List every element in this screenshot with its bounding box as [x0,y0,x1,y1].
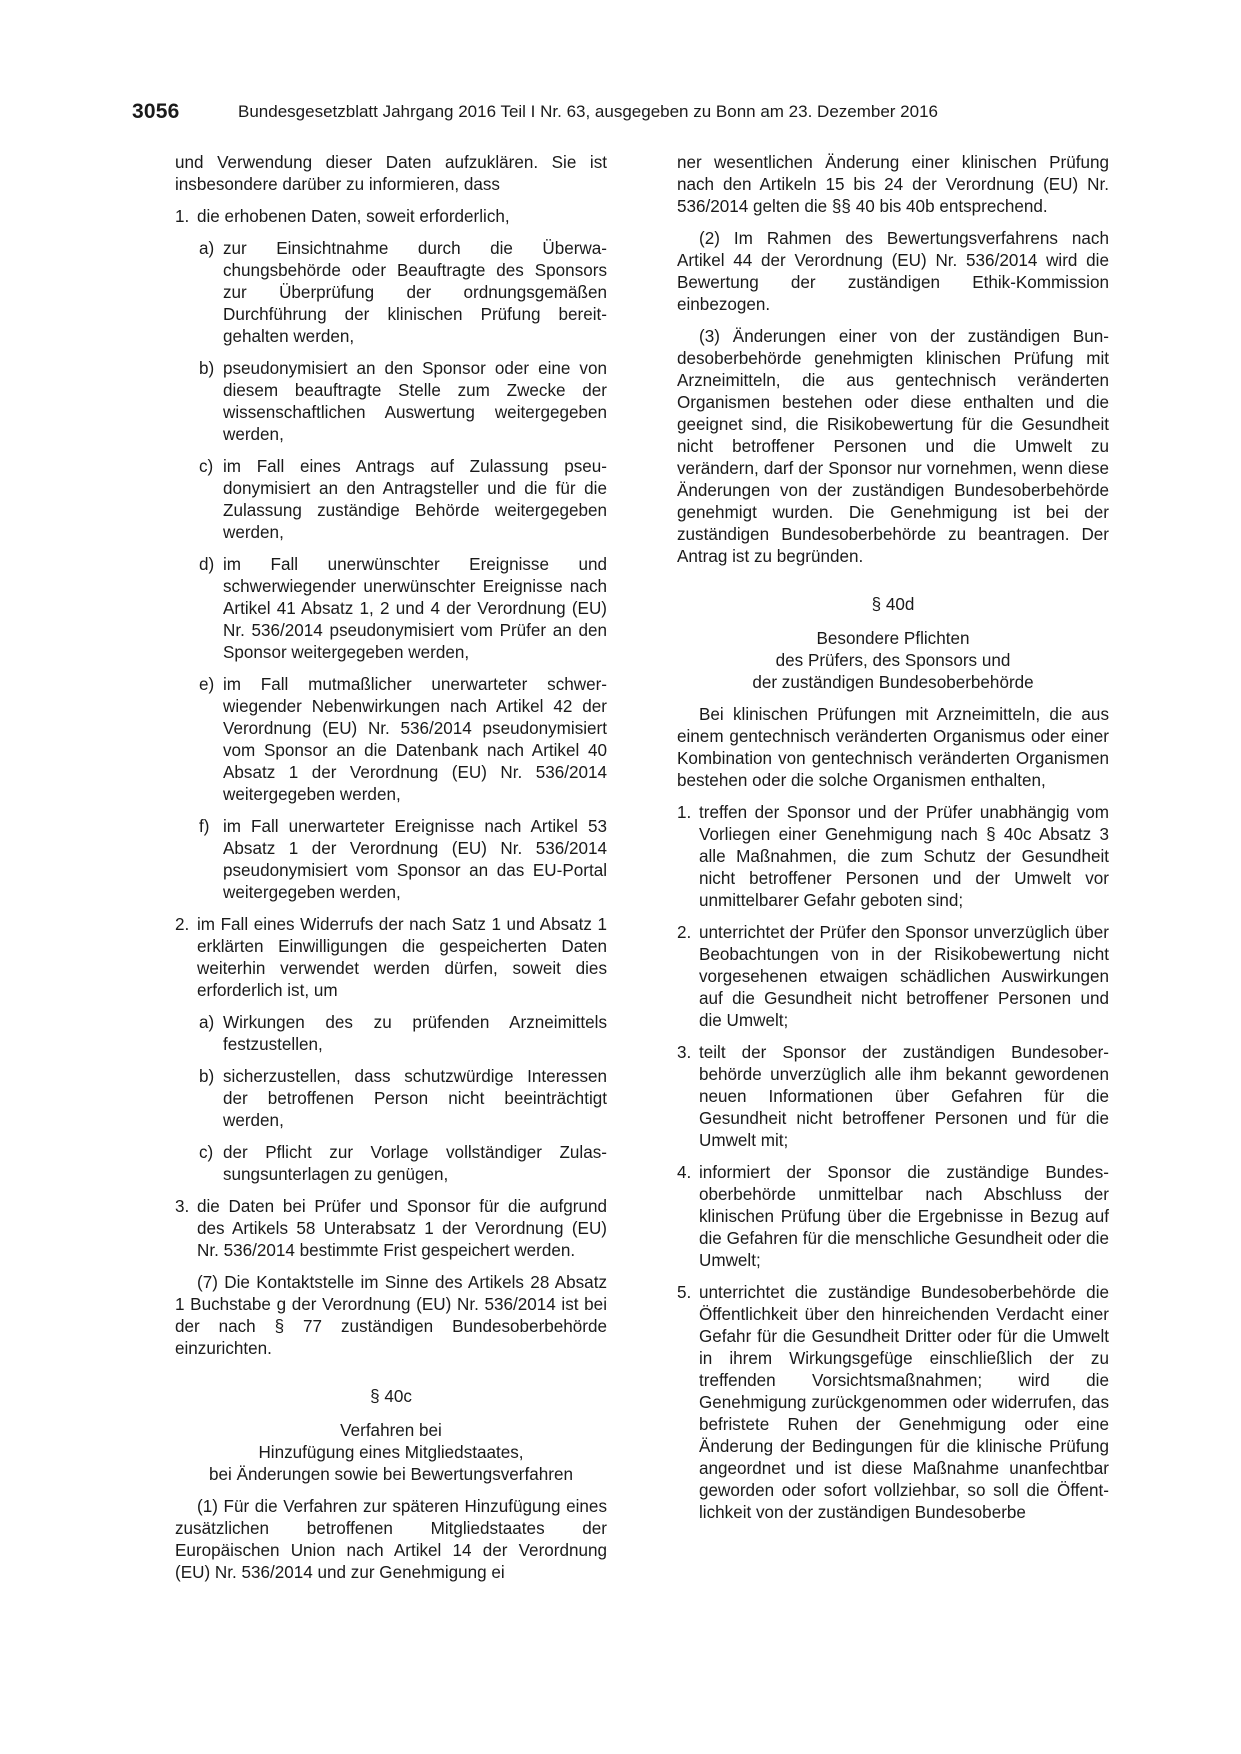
list-marker: 2. [677,923,692,942]
list-item-40d-5 [677,1282,1109,1524]
sub-item-1f [175,816,607,904]
sub-item-2c [175,1142,607,1186]
sub-item-1b [175,358,607,446]
paragraph-40c-1-continued: ner wesentlichen Änderung einer klinischen Prüfung nach den Artikeln 15 bis 24 der Verordnung (EU) Nr. 536/2014 gelten die §§ 40 bis 40b entsprechend. [677,153,1109,216]
list-item-text: treffen der Sponsor und der Prüfer unabhängig vom Vorliegen einer Genehmigung nach § 40c Absatz 3 alle Maßnahmen, die zum Schutz der Gesundheit nicht betroffener Personen und der Umwelt vor unmittelbarer Gefahr geboten sind; [699,803,1109,910]
sub-item-text: im Fall unerwünschter Ereignisse und schwerwiegender unerwünschter Ereignisse nach Artikel 41 Absatz 1, 2 und 4 der Verordnung (EU) Nr. 536/2014 pseudonymisiert vom Prüfer an den Sponsor weitergegeben werden, [223,555,607,662]
sub-marker: b) [199,359,215,378]
section-title-line: Besondere Pflichten [816,629,970,648]
section-title-line: bei Änderungen sowie bei Bewertungsverfahren [209,1465,573,1484]
sub-marker: c) [199,1143,214,1162]
sub-item-2b [175,1066,607,1132]
sub-marker: e) [199,675,215,694]
list-item-40d-3 [677,1042,1109,1152]
page-number: 3056 [132,100,180,123]
list-marker: 3. [677,1043,692,1062]
list-item-text: die Daten bei Prüfer und Sponsor für die aufgrund des Artikels 58 Unterabsatz 1 der Verordnung (EU) Nr. 536/2014 bestimmte Frist gespeichert werden. [197,1197,607,1260]
sub-item-text: der Pflicht zur Vorlage vollständiger Zulassungsunterlagen zu genügen, [223,1143,607,1184]
list-item-text: die erhobenen Daten, soweit erforderlich, [197,207,510,226]
list-marker: 1. [677,803,692,822]
sub-marker: b) [199,1067,215,1086]
section-title-line: der zuständigen Bundesoberbehörde [752,673,1034,692]
list-item-1 [175,206,607,228]
sub-item-1c [175,456,607,544]
sub-marker: a) [199,239,215,258]
section-title-line: Verfahren bei [340,1421,442,1440]
paragraph-40c-2: (2) Im Rahmen des Bewertungsverfahrens nach Artikel 44 der Verordnung (EU) Nr. 536/2014 wird die Bewertung der zuständigen Ethik-Kommission einbezogen. [677,229,1109,314]
list-marker: 3. [175,1197,190,1216]
list-item-text: im Fall eines Widerrufs der nach Satz 1 und Absatz 1 erklärten Einwilligungen die gespeicherten Daten weiterhin verwendet werden dürfen, soweit dies erforderlich ist, um [197,915,607,1000]
paragraph-40d-intro: Bei klinischen Prüfungen mit Arzneimitteln, die aus einem gentechnisch veränderten Organismus oder einer Kombination von gentechnisch veränderten Organismen bestehen oder die solche Organismen enthalten, [677,705,1109,790]
sub-item-text: im Fall eines Antrags auf Zulassung pseudonymisiert an den Antragsteller und die für die Zulassung zuständige Behörde weitergegeben werden, [223,457,607,542]
list-marker: 5. [677,1283,692,1302]
sub-item-text: im Fall unerwarteter Ereignisse nach Artikel 53 Absatz 1 der Verordnung (EU) Nr. 536/2014 pseudonymisiert vom Sponsor an das EU-Portal weitergegeben werden, [223,817,607,902]
section-title-line: Hinzufügung eines Mitgliedstaates, [258,1443,524,1462]
list-item-3 [175,1196,607,1262]
list-item-40d-1 [677,802,1109,912]
sub-marker: d) [199,555,215,574]
running-header: Bundesgesetzblatt Jahrgang 2016 Teil I Nr. 63, ausgegeben zu Bonn am 23. Dezember 2016 [238,102,938,121]
left-column [175,152,607,1594]
list-marker: 2. [175,915,190,934]
sub-item-text: zur Einsichtnahme durch die Überwachungsbehörde oder Beauftragte des Sponsors zur Überprüfung der ordnungsgemäßen Durchführung der klinischen Prüfung bereitgehalten werden, [223,239,607,346]
list-item-text: teilt der Sponsor der zuständigen Bundesoberbehörde unverzüglich alle ihm bekannt gewordenen neuen Informationen über Gefahren für die Gesundheit nicht betroffener Personen und für die Umwelt mit; [699,1043,1109,1150]
list-item-text: unterrichtet der Prüfer den Sponsor unverzüglich über Beobachtungen von in der Risikobewertung nicht vorgesehenen etwaigen schädlichen Auswirkungen auf die Gesundheit nicht betroffener Personen und die Umwelt; [699,923,1109,1030]
list-item-text: informiert der Sponsor die zuständige Bundesoberbehörde unmittelbar nach Abschluss der klinischen Prüfung über die Ergebnisse in Bezug auf die Gefahren für die menschliche Gesundheit oder die Umwelt; [699,1163,1109,1270]
section-title-line: des Prüfers, des Sponsors und [775,651,1011,670]
sub-item-1e [175,674,607,806]
sub-item-text: pseudonymisiert an den Sponsor oder eine von diesem beauftragte Stelle zum Zwecke der wissenschaftlichen Auswertung weitergegeben werden, [223,359,607,444]
list-marker: 4. [677,1163,692,1182]
paragraph-7: (7) Die Kontaktstelle im Sinne des Artikels 28 Absatz 1 Buchstabe g der Verordnung (EU) Nr. 536/2014 ist bei der nach § 77 zuständigen Bundesoberbehörde einzurichten. [175,1273,607,1358]
section-number-40d: § 40d [871,595,915,614]
intro-paragraph: und Verwendung dieser Daten aufzuklären. Sie ist insbesondere darüber zu informieren, dass [175,153,607,194]
section-title-40d [677,628,1109,694]
list-item-2 [175,914,607,1002]
sub-item-1a [175,238,607,348]
right-column [677,152,1109,1534]
sub-marker: a) [199,1013,215,1032]
section-title-40c [175,1420,607,1486]
section-number-40c: § 40c [370,1387,412,1406]
sub-item-1d [175,554,607,664]
sub-item-text: Wirkungen des zu prüfenden Arzneimittels festzustellen, [223,1013,607,1054]
list-item-text: unterrichtet die zuständige Bundesoberbehörde die Öffentlichkeit über den hinreichenden Verdacht einer Gefahr für die Gesundheit Dritter oder für die Umwelt in ihrem Wirkungsgefüge einschließlich der zu treffenden Vorsichtsmaßnahmen; wird die Genehmigung zurückgenommen oder widerrufen, das befristete Ruhen der Genehmigung oder eine Änderung der Bedingungen für die klinische Prüfung angeordnet und ist diese Maßnahme unanfechtbar geworden oder sofort vollziehbar, so soll die Öffentlichkeit von der zuständigen Bundesoberbe [699,1283,1109,1522]
sub-marker: c) [199,457,214,476]
list-marker: 1. [175,207,190,226]
sub-marker: f) [199,817,210,836]
sub-item-text: im Fall mutmaßlicher unerwarteter schwerwiegender Nebenwirkungen nach Artikel 42 der Verordnung (EU) Nr. 536/2014 pseudonymisiert vom Sponsor an die Datenbank nach Artikel 40 Absatz 1 der Verordnung (EU) Nr. 536/2014 weitergegeben werden, [223,675,607,804]
sub-item-text: sicherzustellen, dass schutzwürdige Interessen der betroffenen Person nicht beeinträchtigt werden, [223,1067,607,1130]
list-item-40d-2 [677,922,1109,1032]
sub-item-2a [175,1012,607,1056]
paragraph-40c-1: (1) Für die Verfahren zur späteren Hinzufügung eines zusätzlichen betroffenen Mitgliedstaates der Europäischen Union nach Artikel 14 der Verordnung (EU) Nr. 536/2014 und zur Genehmigung ei [175,1497,607,1582]
list-item-40d-4 [677,1162,1109,1272]
paragraph-40c-3: (3) Änderungen einer von der zuständigen Bundesoberbehörde genehmigten klinischen Prüfung mit Arzneimitteln, die aus gentechnisch veränderten Organismen bestehen oder diese enthalten und die geeignet sind, die Risikobewertung für die Gesundheit nicht betroffener Personen und die Umwelt zu verändern, darf der Sponsor nur vornehmen, wenn diese Änderungen von der zuständigen Bundesoberbehörde genehmigt wurden. Die Genehmigung ist bei der zuständigen Bundesoberbehörde zu beantragen. Der Antrag ist zu begründen. [677,327,1109,566]
